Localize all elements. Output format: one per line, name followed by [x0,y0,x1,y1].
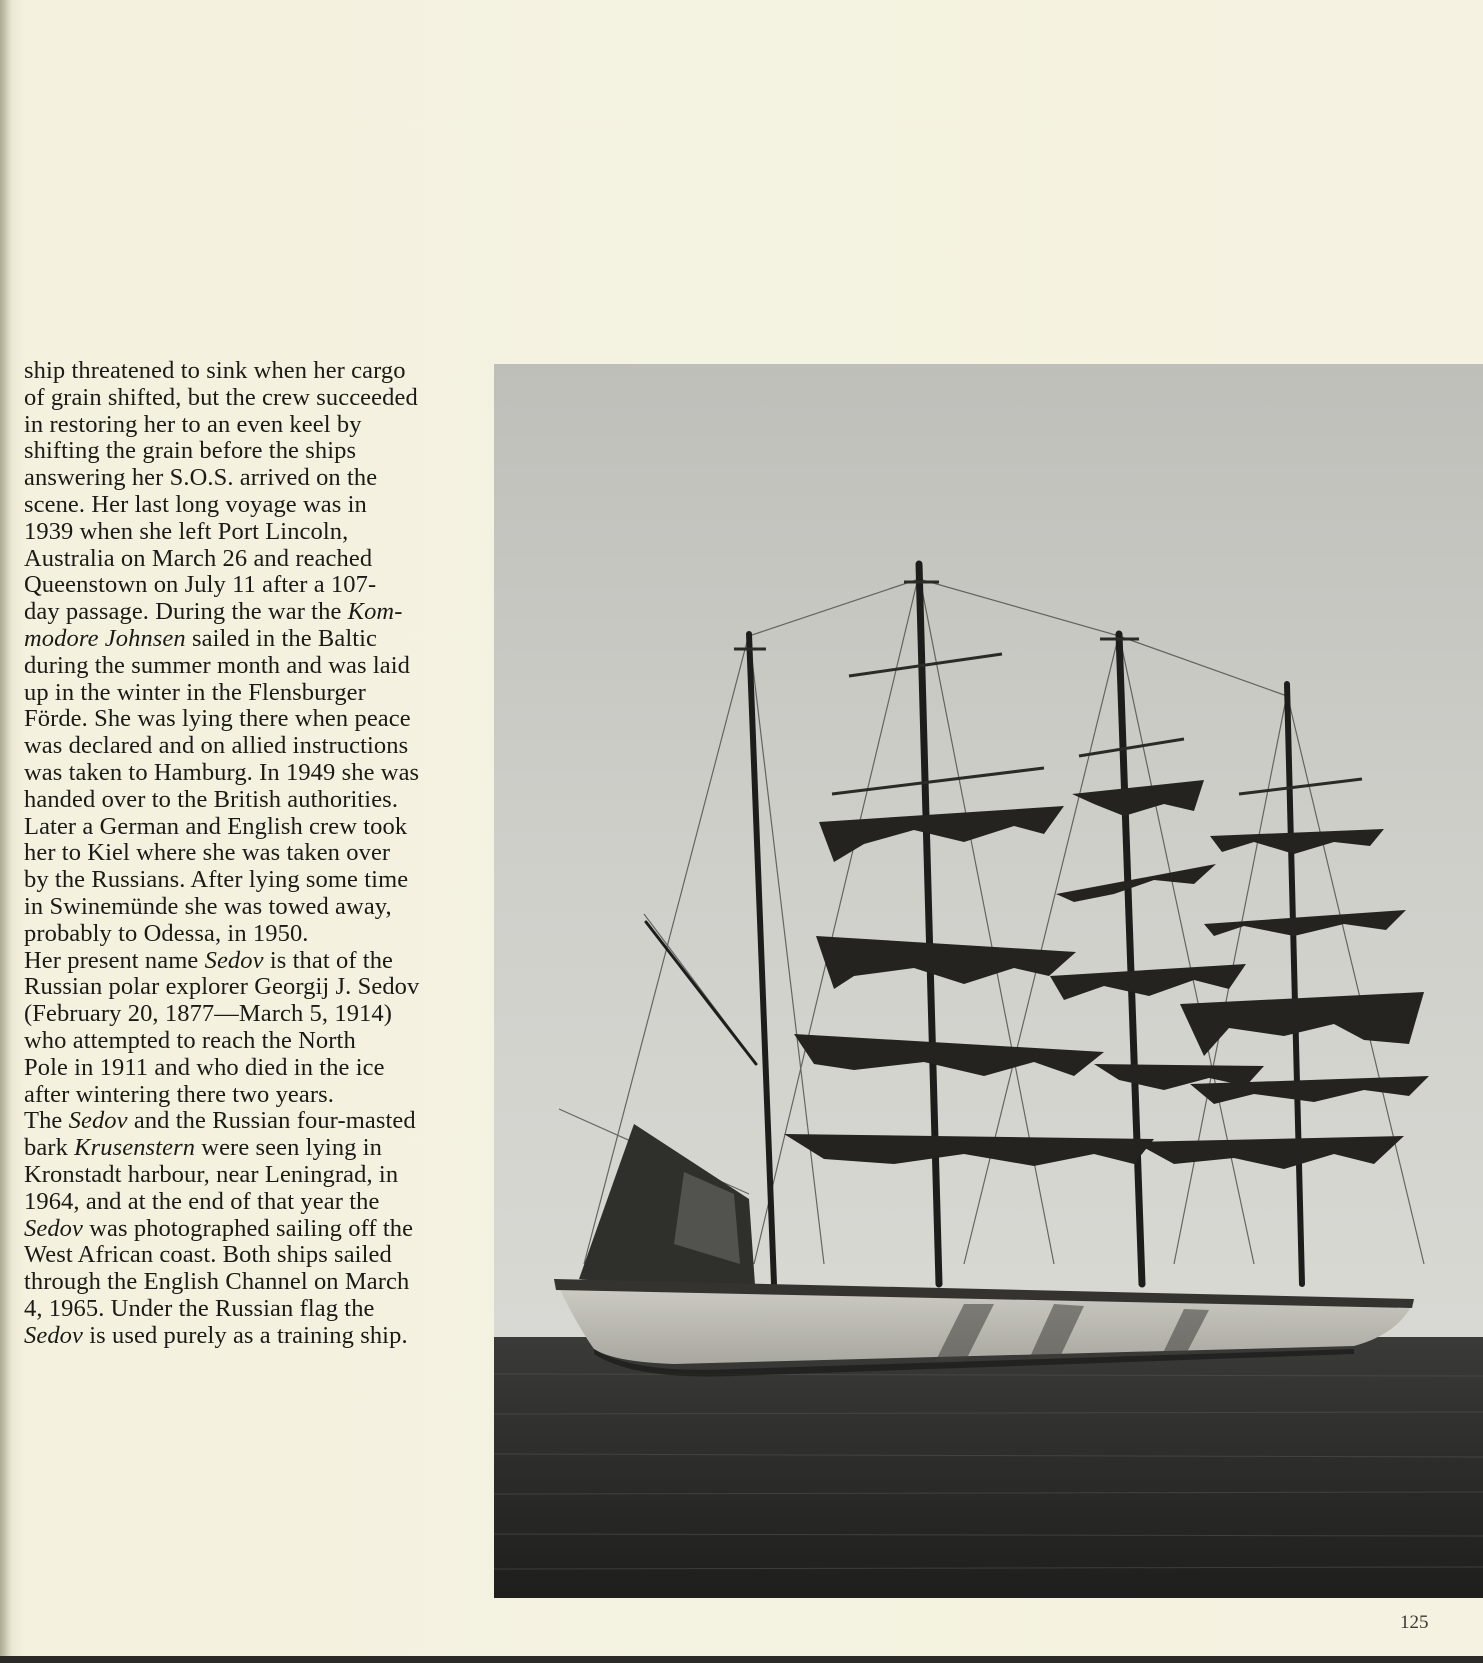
text-line [24,438,464,465]
text-run: was taken to Hamburg. In 1949 she was [24,758,420,786]
text-run: probably to Odessa, in 1950. [24,919,309,947]
sailing-ship-illustration [494,364,1483,1598]
text-line [24,1296,464,1323]
text-line [24,1001,464,1028]
text-line [24,760,464,787]
text-line [24,546,464,573]
text-line [24,358,464,385]
text-run: scene. Her last long voyage was in [24,490,367,518]
italic-run: Krusenstern [74,1134,196,1162]
text-run: 1964, and at the end of that year the [24,1187,380,1215]
text-run: is used purely as a training ship. [83,1321,408,1349]
text-run: Her present name [24,946,205,974]
text-run: by the Russians. After lying some time [24,866,409,894]
text-line [24,465,464,492]
text-run: handed over to the British authorities. [24,785,399,813]
text-line [24,733,464,760]
italic-run: Sedov [68,1107,128,1135]
text-run: Australia on March 26 and reached [24,544,373,572]
text-run: Pole in 1911 and who died in the ice [24,1053,385,1081]
ship-photograph [494,364,1483,1598]
text-run: were seen lying in [195,1134,383,1162]
text-line [24,680,464,707]
text-line [24,894,464,921]
text-run: Kronstadt harbour, near Leningrad, in [24,1160,399,1188]
text-line [24,385,464,412]
text-run: sailed in the Baltic [185,624,378,652]
text-run: up in the winter in the Flensburger [24,678,366,706]
text-line [24,412,464,439]
text-line [24,948,464,975]
text-line [24,1216,464,1243]
text-line [24,867,464,894]
text-run: during the summer month and was laid [24,651,411,679]
italic-run: Sedov [204,946,264,974]
text-run: Russian polar explorer Georgij J. Sedov [24,973,420,1001]
text-line [24,1082,464,1109]
text-line [24,519,464,546]
text-line [24,1108,464,1135]
text-run: and the Russian four-masted [127,1107,416,1135]
text-run: Queenstown on July 11 after a 107- [24,571,377,599]
text-line [24,787,464,814]
text-line [24,572,464,599]
text-line [24,653,464,680]
text-line [24,1055,464,1082]
text-line [24,814,464,841]
text-run: of grain shifted, but the crew succeeded [24,383,418,411]
text-line [24,1242,464,1269]
text-run: in Swinemünde she was towed away, [24,892,392,920]
text-run: bark [24,1134,75,1162]
italic-run: modore Johnsen [24,624,186,652]
text-run: who attempted to reach the North [24,1026,356,1054]
text-line [24,1269,464,1296]
text-line [24,1189,464,1216]
text-line [24,1323,464,1350]
text-run: was declared and on allied instructions [24,732,409,760]
italic-run: Sedov [24,1321,83,1349]
text-run: was photographed sailing off the [83,1214,414,1242]
italic-run: Sedov [24,1214,83,1242]
text-line [24,840,464,867]
text-line [24,1162,464,1189]
page-number: 125 [1400,1612,1429,1633]
text-line [24,706,464,733]
italic-run: Kom- [347,598,403,626]
text-run: (February 20, 1877—March 5, 1914) [24,1000,393,1028]
text-line [24,626,464,653]
text-line [24,1028,464,1055]
body-text-column [24,358,464,1349]
page-bottom-edge [0,1656,1483,1663]
text-line [24,492,464,519]
text-run: in restoring her to an even keel by [24,410,362,438]
text-run: The [24,1107,69,1135]
gutter-shadow [0,0,12,1663]
text-run: day passage. During the war the [24,598,348,626]
text-run: answering her S.O.S. arrived on the [24,464,378,492]
text-run: ship threatened to sink when her cargo [24,357,406,384]
text-line [24,1135,464,1162]
text-run: is that of the [263,946,394,974]
text-run: Later a German and English crew took [24,812,408,840]
text-line [24,921,464,948]
text-run: through the English Channel on March [24,1268,410,1296]
text-run: shifting the grain before the ships [24,437,357,465]
text-line [24,974,464,1001]
text-run: her to Kiel where she was taken over [24,839,391,867]
text-line [24,599,464,626]
text-run: after wintering there two years. [24,1080,334,1108]
text-run: 4, 1965. Under the Russian flag the [24,1294,375,1322]
text-run: West African coast. Both ships sailed [24,1241,392,1269]
text-run: 1939 when she left Port Lincoln, [24,517,349,545]
text-run: Förde. She was lying there when peace [24,705,411,733]
